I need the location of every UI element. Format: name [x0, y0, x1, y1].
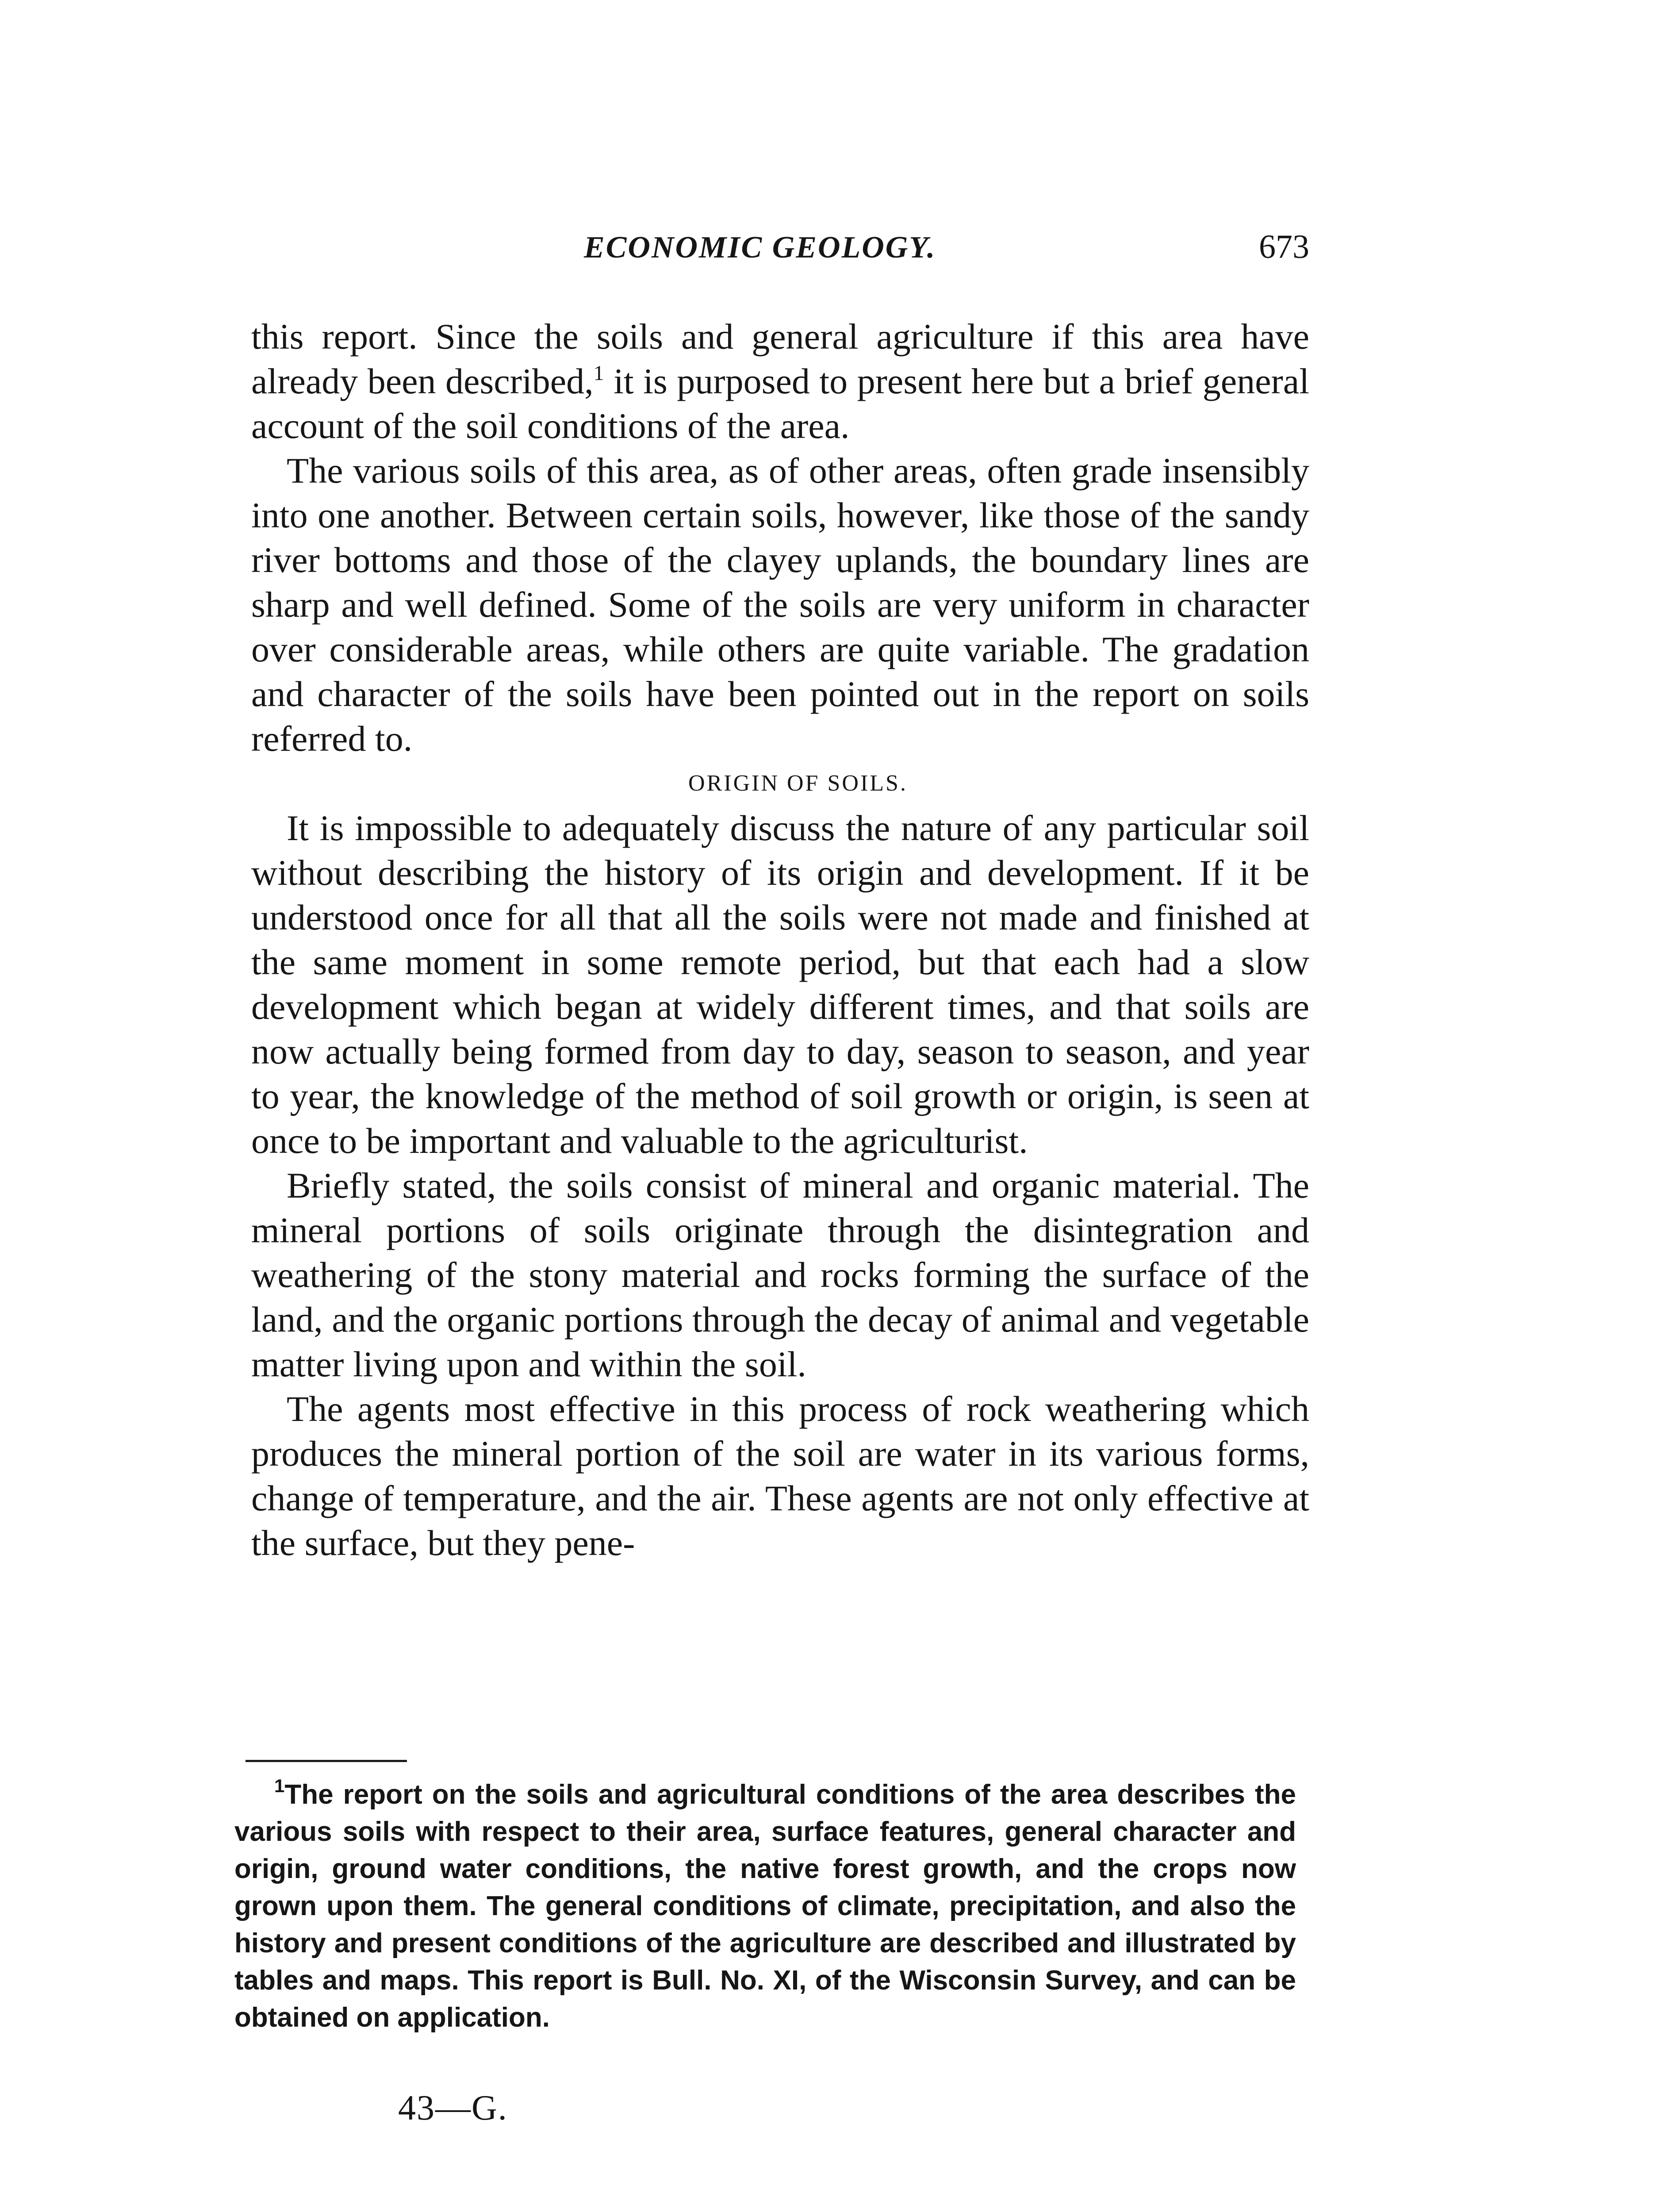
running-head [248, 230, 1309, 279]
paragraph-continued [251, 314, 1309, 448]
paragraph-4: Briefly stated, the soils consist of mineral and organic material. The mineral portions of soils originate through the disintegration and weathering of the stony material and rocks forming the surface of the land, and the organic portions through the decay of animal and vegetable matter living upon and within the soil. [251, 1165, 1309, 1384]
section-heading: ORIGIN OF SOILS. [688, 771, 908, 796]
footnote-reference: 1 [593, 361, 604, 385]
paragraph-1-text-b: it is purposed to present here but a brief general account of the soil conditions of the area. [251, 361, 1309, 446]
running-title: ECONOMIC GEOLOGY. [584, 230, 936, 265]
paragraph-3: It is impossible to adequately discuss the nature of any particular soil without describing the history of its origin and development. If it be understood once for all that all the soils were not made and finished at the same moment in some remote period, but that each had a slow development which began at widely different times, and that soils are now actually being formed from day to day, season to season, and year to year, the knowledge of the method of soil growth or origin, is seen at once to be important and valuable to the agriculturist. [251, 808, 1309, 1161]
signature-mark: 43—G. [398, 2089, 508, 2128]
footnote-paragraph [234, 1776, 1296, 2036]
footnote [234, 1776, 1296, 2036]
paragraph-2: The various soils of this area, as of other areas, often grade insensibly into one another. Between certain soils, however, like those of the sandy river bottoms and those of the clayey uplands, the boundary lines are sharp and well defined. Some of the soils are very uniform in character over considerable areas, while others are quite variable. The gradation and character of the soils have been pointed out in the report on soils referred to. [251, 450, 1309, 759]
page-number: 673 [1259, 228, 1309, 265]
footnote-divider [245, 1760, 407, 1762]
footnote-text: The report on the soils and agricultural conditions of the area describes the various soils with respect to their area, surface features, general character and origin, ground water conditions, the native forest growth, and the crops now grown upon them. The general conditions of climate, precipitation, and also the history and present conditions of the agriculture are described and illustrated by tables and maps. This report is Bull. No. XI, of the Wisconsin Survey, and can be obtained on application. [234, 1779, 1296, 2033]
paragraph-5: The agents most effective in this process of rock weathering which produces the mineral portion of the soil are water in its various forms, change of temperature, and the air. These agents are not only effective at the surface, but they pene- [251, 1389, 1309, 1563]
body-text [251, 314, 1309, 1565]
paragraph-1-text-a: this report. Since the soils and general agriculture if this area have already been described, [251, 316, 1309, 401]
footnote-marker: 1 [274, 1775, 285, 1796]
